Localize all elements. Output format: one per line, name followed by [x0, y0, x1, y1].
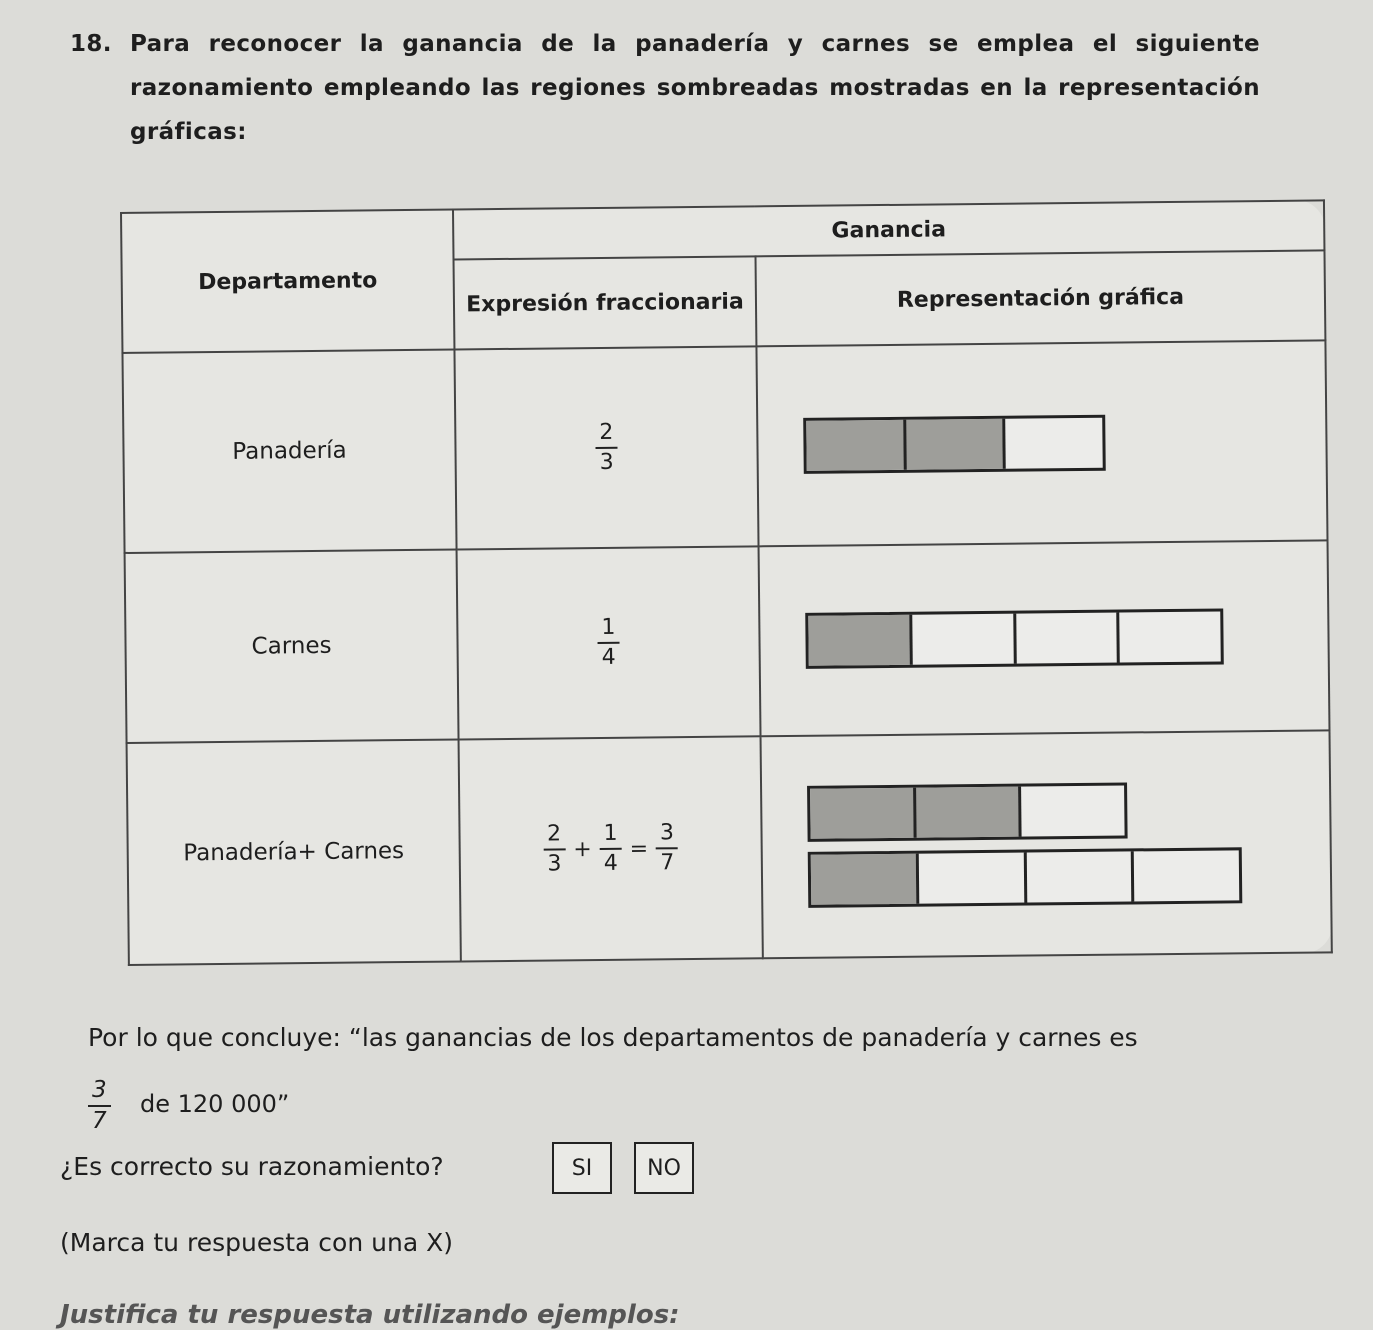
table-row	[127, 730, 1332, 965]
fraction-numerator: 1	[599, 822, 621, 850]
fraction-bar-carnes	[805, 608, 1224, 668]
fraction-numerator: 3	[88, 1078, 111, 1107]
graph-suma	[761, 730, 1332, 958]
fraction-b	[599, 822, 622, 877]
fraction-denominator: 4	[601, 644, 616, 670]
header-expresion: Expresión fraccionaria	[454, 256, 757, 349]
shaded-segment	[810, 788, 913, 839]
empty-segment	[1018, 786, 1124, 837]
mark-instruction: (Marca tu respuesta con una X)	[60, 1228, 453, 1257]
fraction-denominator: 4	[603, 850, 618, 876]
fraction-3-7	[88, 1078, 111, 1135]
shaded-segment	[811, 854, 916, 905]
graph-panaderia	[756, 340, 1327, 546]
graph-carnes	[759, 540, 1330, 736]
expr-carnes	[457, 546, 761, 739]
fraction-bar-suma-a	[807, 782, 1128, 841]
justify-prompt: Justifica tu respuesta utilizando ejemplos:	[60, 1300, 680, 1330]
shaded-segment	[806, 420, 903, 471]
fraction-denominator: 3	[599, 449, 614, 475]
header-ganancia: Ganancia	[453, 200, 1324, 259]
empty-segment	[1116, 612, 1220, 663]
expr-panaderia	[454, 346, 758, 549]
conclusion-text: Por lo que concluye: “las ganancias de los departamentos de panadería y carnes es	[88, 1023, 1138, 1052]
equals-sign: =	[629, 836, 649, 862]
table-row	[122, 340, 1327, 553]
reasoning-question: ¿Es correcto su razonamiento?	[60, 1152, 444, 1181]
empty-segment	[1003, 418, 1103, 469]
shaded-segment	[913, 787, 1019, 838]
empty-segment	[1013, 613, 1117, 664]
fraction-panaderia	[595, 421, 618, 476]
fraction-numerator: 2	[543, 822, 565, 850]
dept-suma: Panadería+ Carnes	[127, 739, 461, 964]
expr-suma	[459, 736, 763, 961]
fraction-bar-suma-b	[808, 847, 1243, 908]
plus-sign: +	[573, 836, 592, 862]
table-row	[125, 540, 1330, 743]
fraction-numerator: 2	[595, 421, 617, 449]
fraction-denominator: 3	[547, 851, 562, 877]
empty-segment	[1023, 851, 1131, 902]
shaded-segment	[903, 419, 1003, 470]
dept-carnes: Carnes	[125, 549, 459, 742]
fraction-result	[656, 821, 679, 876]
dept-panaderia: Panadería	[122, 350, 456, 553]
question-text-block	[70, 22, 1260, 154]
conclusion-fraction	[88, 1078, 111, 1135]
ganancia-table	[120, 199, 1333, 966]
empty-segment	[1131, 850, 1239, 901]
conclusion-tail: de 120 000”	[140, 1090, 290, 1118]
fraction-denominator: 7	[92, 1108, 107, 1135]
header-departamento: Departamento	[121, 210, 454, 353]
empty-segment	[916, 853, 1024, 904]
question-number: 18.	[70, 31, 112, 57]
fraction-numerator: 1	[597, 616, 619, 644]
fraction-denominator: 7	[660, 850, 675, 876]
answer-si-box[interactable]: SI	[552, 1142, 612, 1194]
empty-segment	[909, 614, 1013, 665]
question-statement: Para reconocer la ganancia de la panadería y carnes se emplea el siguiente razonamiento empleando las regiones sombreadas mostradas en la representación gráficas:	[130, 31, 1260, 145]
fraction-carnes	[597, 616, 620, 671]
fraction-bar-panaderia	[803, 415, 1106, 474]
fraction-numerator: 3	[656, 821, 678, 849]
answer-no-box[interactable]: NO	[634, 1142, 694, 1194]
fraction-a	[543, 822, 566, 877]
header-representacion: Representación gráfica	[755, 250, 1325, 346]
shaded-segment	[808, 615, 909, 666]
